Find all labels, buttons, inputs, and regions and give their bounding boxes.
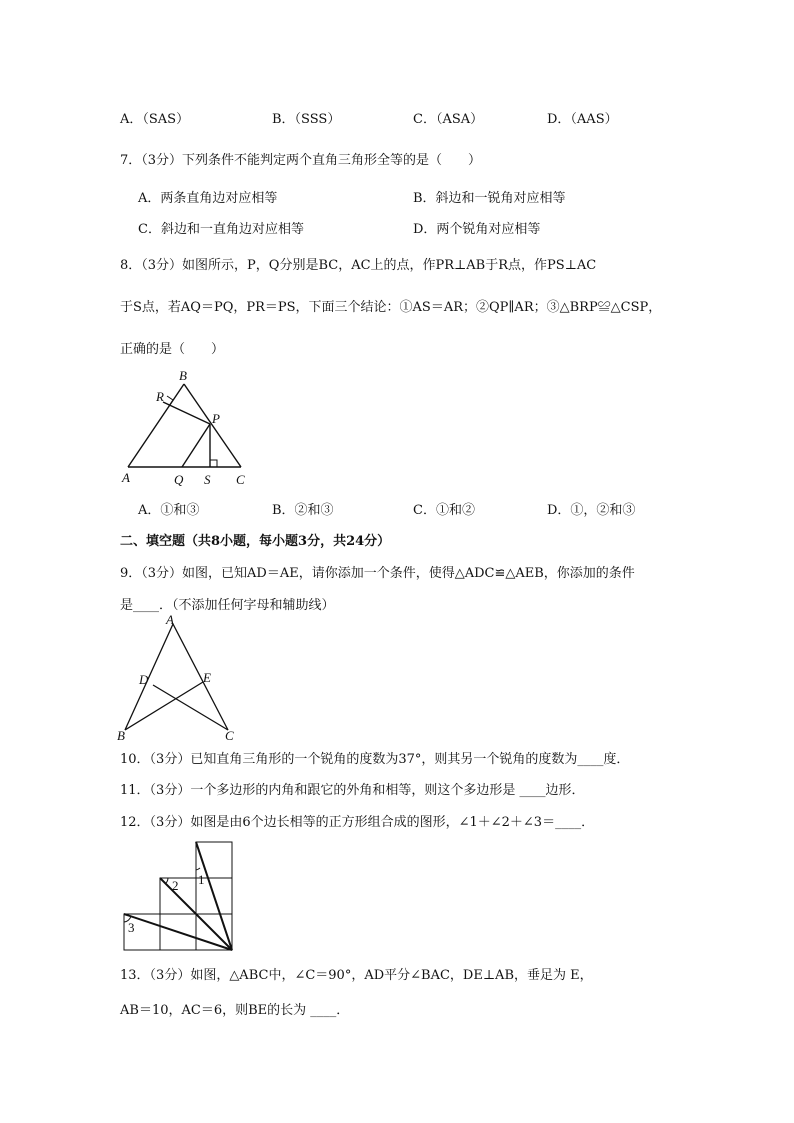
- q8-label-r: R: [156, 389, 164, 404]
- q12-angle-3: 3: [128, 920, 135, 935]
- q8-stem-line2: 于S点，若AQ＝PQ，PR＝PS，下面三个结论：①AS＝AR；②QP∥AR；③△BRP≌△CSP，: [120, 300, 662, 315]
- q9-stem-line1: 9．（3分）如图，已知AD＝AE，请你添加一个条件，使得△ADC≌△AEB，你添加的条件: [120, 566, 635, 581]
- q8-option-b: B．②和③: [272, 503, 334, 518]
- q7-option-a: A．两条直角边对应相等: [138, 191, 278, 206]
- q12-diagonal-3: [124, 914, 232, 950]
- q8-line-pq: [182, 424, 210, 467]
- q9-label-d: D: [139, 672, 149, 687]
- q13-stem-line2: AB＝10，AC＝6，则BE的长为 ____．: [120, 1003, 350, 1018]
- q8-option-a: A．①和③: [138, 503, 200, 518]
- q8-triangle-figure: [118, 366, 253, 488]
- q12-angle-1: 1: [198, 872, 205, 887]
- q9-label-a: A: [166, 612, 174, 627]
- q8-label-q: Q: [174, 472, 184, 487]
- q8-option-d: D．①，②和③: [547, 503, 636, 518]
- q6-option-b: B．（SSS）: [272, 112, 341, 127]
- q12-squares-figure: [120, 838, 238, 952]
- q12-diagonal-1: [196, 842, 232, 950]
- q6-option-a: A．（SAS）: [120, 112, 190, 127]
- q9-label-b: B: [117, 728, 125, 743]
- q9-line-ab: [125, 624, 173, 730]
- q11-stem: 11．（3分）一个多边形的内角和跟它的外角和相等，则这个多边形是 ____边形．: [120, 783, 585, 798]
- q6-option-c: C．（ASA）: [413, 112, 484, 127]
- q9-label-e: E: [203, 670, 211, 685]
- q7-option-b: B．斜边和一锐角对应相等: [413, 191, 566, 206]
- q8-right-angle-s: [210, 460, 217, 467]
- q7-option-c: C．斜边和一直角边对应相等: [138, 222, 304, 237]
- q12-stem: 12．（3分）如图是由6个边长相等的正方形组合成的图形，∠1＋∠2＋∠3＝____．: [120, 815, 595, 830]
- q8-option-c: C．①和②: [413, 503, 475, 518]
- q9-stem-line2: 是____．（不添加任何字母和辅助线）: [120, 598, 335, 613]
- q13-stem-line1: 13．（3分）如图，△ABC中，∠C＝90°，AD平分∠BAC，DE⊥AB，垂足为 E，: [120, 968, 593, 983]
- q7-option-d: D．两个锐角对应相等: [413, 222, 541, 237]
- q10-stem: 10．（3分）已知直角三角形的一个锐角的度数为37°，则其另一个锐角的度数为____度．: [120, 752, 630, 767]
- q8-label-c: C: [236, 472, 245, 487]
- section-fill-in-heading: 二、填空题（共8小题，每小题3分，共24分）: [120, 534, 391, 549]
- q9-label-c: C: [225, 728, 234, 743]
- q6-option-d: D．（AAS）: [547, 112, 618, 127]
- q7-stem: 7．（3分）下列条件不能判定两个直角三角形全等的是（ ）: [120, 153, 482, 168]
- q8-stem-line1: 8．（3分）如图所示，P，Q分别是BC，AC上的点，作PR⊥AB于R点，作PS⊥AC: [120, 258, 597, 273]
- q9-line-eb: [125, 682, 203, 730]
- q8-label-a: A: [122, 470, 130, 485]
- q8-label-b: B: [179, 368, 187, 383]
- q8-label-s: S: [204, 472, 211, 487]
- q12-angle-2: 2: [172, 878, 179, 893]
- q8-stem-line3: 正确的是（ ）: [120, 342, 225, 357]
- q9-triangle-figure: [115, 612, 245, 744]
- q8-label-p: P: [212, 411, 220, 426]
